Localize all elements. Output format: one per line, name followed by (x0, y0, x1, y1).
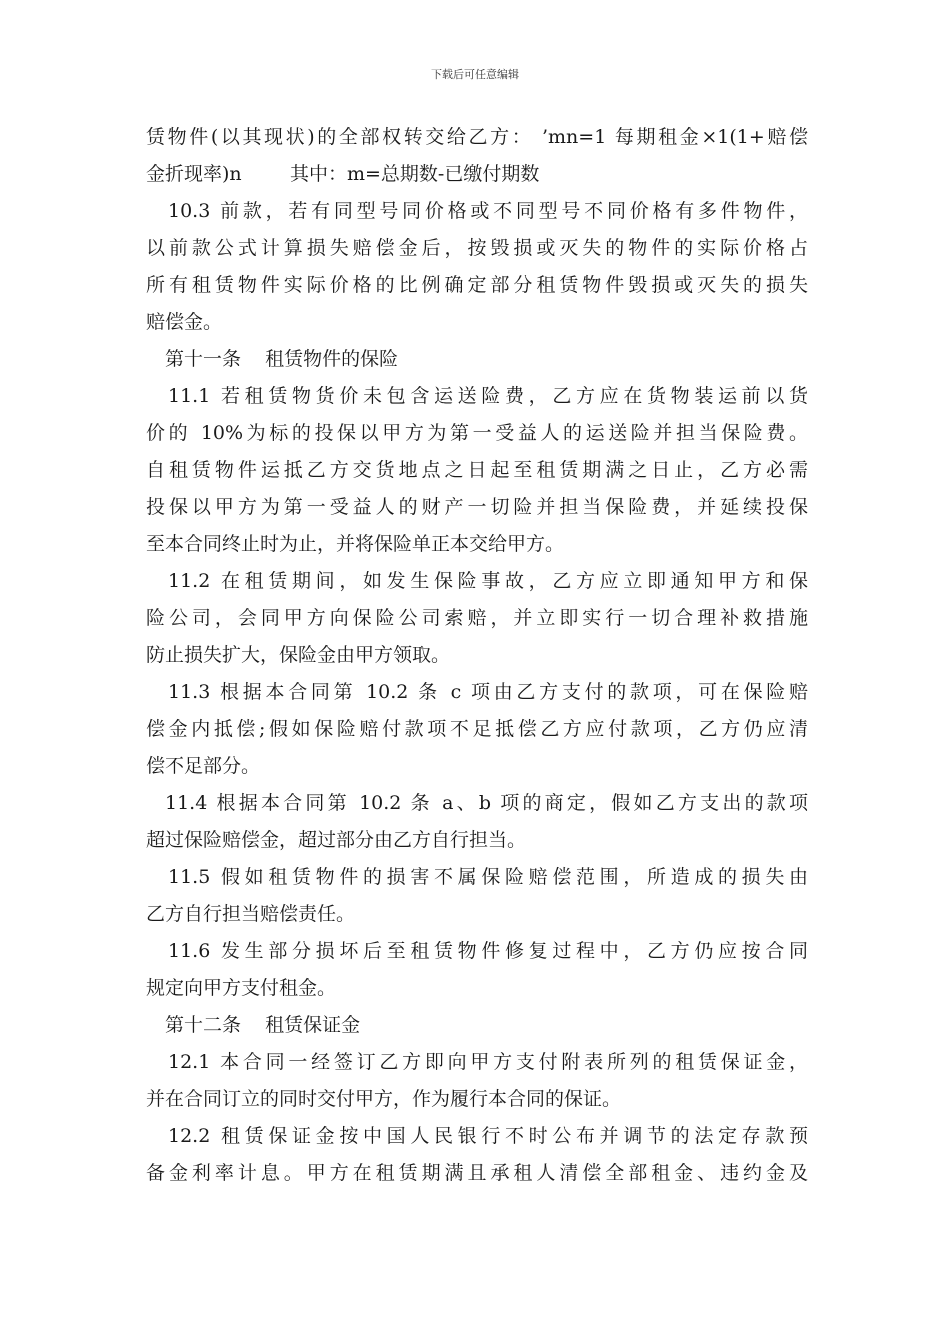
text-line: 防止损失扩大，保险金由甲方领取。 (146, 644, 451, 666)
text-line: 偿不足部分。 (146, 755, 261, 777)
clause-11-6: 11.6 发生部分损坏后至租赁物件修复过程中，乙方仍应按合同 (168, 940, 808, 962)
text-line: 金折现率)n 其中：m=总期数-已缴付期数 (146, 163, 540, 185)
text-line: 赁物件(以其现状)的全部权转交给乙方： ’mn=1 每期租金×1(1+赔偿 (146, 126, 808, 148)
clause-11-5: 11.5 假如租赁物件的损害不属保险赔偿范围，所造成的损失由 (168, 866, 808, 888)
text-line: 规定向甲方支付租金。 (146, 977, 337, 999)
text-line: 乙方自行担当赔偿责任。 (146, 903, 356, 925)
document-body (146, 119, 808, 1192)
text-line: 以前款公式计算损失赔偿金后，按毁损或灭失的物件的实际价格占 (146, 237, 808, 259)
text-line: 险公司，会同甲方向保险公司索赔，并立即实行一切合理补救措施 (146, 607, 808, 629)
text-line: 超过保险赔偿金，超过部分由乙方自行担当。 (146, 829, 527, 851)
clause-11-2: 11.2 在租赁期间，如发生保险事故，乙方应立即通知甲方和保 (168, 570, 808, 592)
text-line: 备金利率计息。甲方在租赁期满且承租人清偿全部租金、违约金及 (146, 1162, 808, 1184)
text-line: 价的 10%为标的投保以甲方为第一受益人的运送险并担当保险费。 (146, 422, 808, 444)
clause-12-1: 12.1 本合同一经签订乙方即向甲方支付附表所列的租赁保证金， (168, 1051, 808, 1073)
clause-11-4: 11.4 根据本合同第 10.2 条 a、b 项的商定，假如乙方支出的款项 (165, 792, 808, 814)
clause-11-1: 11.1 若租赁物货价未包含运送险费，乙方应在货物装运前以货 (168, 385, 808, 407)
page-header: 下载后可任意编辑 (431, 68, 519, 81)
text-line: 并在合同订立的同时交付甲方，作为履行本合同的保证。 (146, 1088, 622, 1110)
text-line: 自租赁物件运抵乙方交货地点之日起至租赁期满之日止，乙方必需 (146, 459, 808, 481)
clause-11-3: 11.3 根据本合同第 10.2 条 c 项由乙方支付的款项，可在保险赔 (168, 681, 808, 703)
clause-10-3: 10.3 前款，若有同型号同价格或不同型号不同价格有多件物件， (168, 200, 808, 222)
article-11-heading: 第十一条 租赁物件的保险 (165, 348, 399, 370)
text-line: 投保以甲方为第一受益人的财产一切险并担当保险费，并延续投保 (146, 496, 808, 518)
text-line: 至本合同终止时为止，并将保险单正本交给甲方。 (146, 533, 565, 555)
clause-12-2: 12.2 租赁保证金按中国人民银行不时公布并调节的法定存款预 (168, 1125, 808, 1147)
text-line: 赔偿金。 (146, 311, 223, 333)
article-12-heading: 第十二条 租赁保证金 (165, 1014, 361, 1036)
text-line: 偿金内抵偿;假如保险赔付款项不足抵偿乙方应付款项，乙方仍应清 (146, 718, 808, 740)
text-line: 所有租赁物件实际价格的比例确定部分租赁物件毁损或灭失的损失 (146, 274, 808, 296)
